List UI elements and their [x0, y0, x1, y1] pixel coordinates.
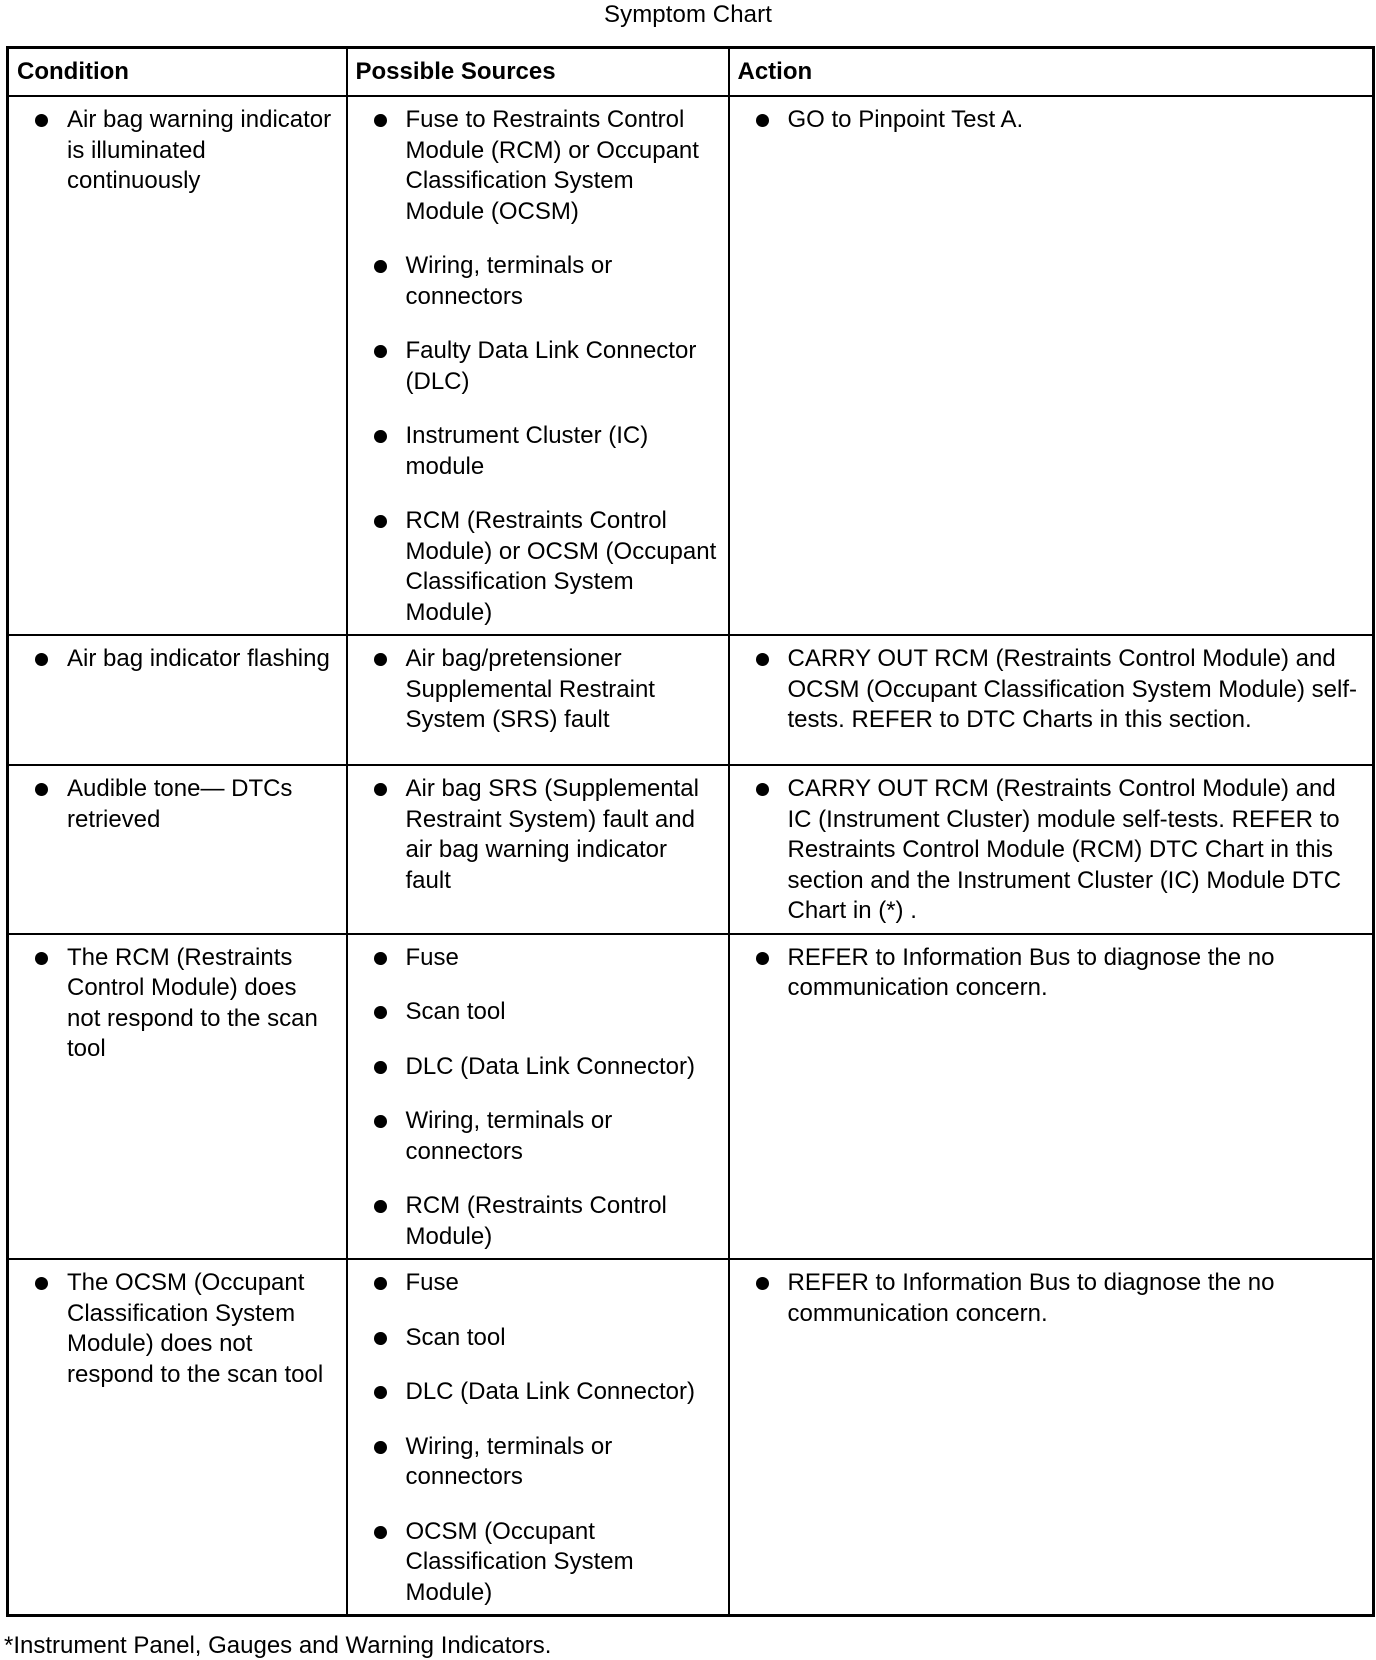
- list-item-text: The RCM (Restraints Control Module) does not respond to the scan tool: [67, 943, 318, 1062]
- bullet-icon: [374, 1061, 387, 1074]
- list-item: [730, 943, 1363, 1004]
- condition-cell: [8, 765, 347, 934]
- bullet-list: [348, 766, 728, 896]
- condition-cell: [8, 635, 347, 765]
- list-item: [348, 1323, 718, 1354]
- bullet-list: [730, 766, 1373, 927]
- bullet-icon: [756, 952, 769, 965]
- bullet-list: [9, 97, 346, 197]
- header-possible-sources: Possible Sources: [347, 48, 729, 97]
- list-item-text: Air bag indicator flashing: [67, 645, 330, 672]
- list-item: [348, 506, 718, 628]
- list-item: [348, 1191, 718, 1252]
- table-row: [8, 635, 1374, 765]
- bullet-list: [9, 636, 346, 675]
- table-row: [8, 934, 1374, 1260]
- list-item: [9, 644, 336, 675]
- list-item: [348, 644, 718, 736]
- footnote: *Instrument Panel, Gauges and Warning Indicators.: [4, 1632, 552, 1659]
- bullet-icon: [756, 114, 769, 127]
- bullet-list: [348, 97, 728, 628]
- bullet-icon: [374, 783, 387, 796]
- bullet-list: [730, 97, 1373, 136]
- list-item-text: DLC (Data Link Connector): [405, 1378, 695, 1405]
- list-item-text: RCM (Restraints Control Module): [405, 1192, 667, 1250]
- bullet-list: [348, 935, 728, 1253]
- list-item: [730, 1268, 1363, 1329]
- bullet-icon: [374, 1441, 387, 1454]
- table-row: [8, 765, 1374, 934]
- list-item: [348, 1268, 718, 1299]
- bullet-list: [9, 1260, 346, 1390]
- list-item: [348, 336, 718, 397]
- bullet-icon: [756, 1277, 769, 1290]
- list-item-text: Faulty Data Link Connector (DLC): [405, 337, 697, 395]
- list-item: [348, 105, 718, 227]
- bullet-icon: [374, 515, 387, 528]
- list-item-text: Wiring, terminals or connectors: [405, 1107, 613, 1165]
- list-item: [730, 644, 1363, 736]
- condition-cell: [8, 96, 347, 635]
- list-item-text: REFER to Information Bus to diagnose the no communication concern.: [787, 943, 1275, 1001]
- list-item-text: REFER to Information Bus to diagnose the no communication concern.: [787, 1269, 1275, 1327]
- bullet-icon: [374, 1277, 387, 1290]
- list-item: [348, 1377, 718, 1408]
- bullet-icon: [374, 260, 387, 273]
- list-item: [348, 943, 718, 974]
- header-condition: Condition: [8, 48, 347, 97]
- header-action: Action: [729, 48, 1374, 97]
- condition-cell: [8, 934, 347, 1260]
- list-item-text: CARRY OUT RCM (Restraints Control Module) and IC (Instrument Cluster) module self-tests. REFER to Restraints Control Module (RCM) DTC Chart in this section and the Instrument Cluster (IC) Module DTC Chart in (*) .: [787, 775, 1342, 924]
- list-item-text: DLC (Data Link Connector): [405, 1052, 695, 1080]
- bullet-icon: [35, 952, 48, 965]
- list-item-text: The OCSM (Occupant Classification System Module) does not respond to the scan tool: [67, 1269, 324, 1388]
- list-item: [348, 1432, 718, 1493]
- list-item-text: GO to Pinpoint Test A.: [787, 106, 1024, 133]
- list-item: [730, 105, 1363, 136]
- chart-body: [8, 96, 1374, 1616]
- list-item: [348, 1517, 718, 1609]
- list-item-text: Wiring, terminals or connectors: [405, 252, 613, 310]
- bullet-icon: [374, 952, 387, 965]
- list-item: [348, 997, 718, 1028]
- list-item: [348, 251, 718, 312]
- bullet-list: [348, 636, 728, 736]
- sources-cell: [347, 96, 729, 635]
- bullet-icon: [374, 1332, 387, 1345]
- bullet-icon: [374, 1386, 387, 1399]
- bullet-list: [348, 1260, 728, 1608]
- list-item: [9, 1268, 336, 1390]
- sources-cell: [347, 635, 729, 765]
- action-cell: [729, 934, 1374, 1260]
- symptom-chart-table: [6, 46, 1375, 1617]
- condition-cell: [8, 1259, 347, 1616]
- bullet-icon: [374, 430, 387, 443]
- list-item-text: Air bag SRS (Supplemental Restraint System) fault and air bag warning indicator fault: [405, 775, 699, 894]
- bullet-list: [730, 636, 1373, 736]
- chart-title: Symptom Chart: [603, 1, 772, 28]
- bullet-icon: [756, 653, 769, 666]
- bullet-list: [9, 766, 346, 835]
- bullet-icon: [374, 1006, 387, 1019]
- list-item-text: Scan tool: [405, 998, 506, 1025]
- list-item-text: Scan tool: [405, 1323, 506, 1351]
- action-cell: [729, 96, 1374, 635]
- bullet-icon: [35, 114, 48, 127]
- bullet-list: [730, 1260, 1373, 1329]
- bullet-icon: [374, 1115, 387, 1128]
- bullet-icon: [374, 1200, 387, 1213]
- bullet-list: [9, 935, 346, 1065]
- list-item: [348, 1106, 718, 1167]
- bullet-icon: [374, 653, 387, 666]
- list-item-text: Air bag warning indicator is illuminated continuously: [67, 106, 332, 194]
- table-row: [8, 96, 1374, 635]
- bullet-icon: [35, 653, 48, 666]
- list-item-text: Instrument Cluster (IC) module: [405, 422, 649, 480]
- sources-cell: [347, 934, 729, 1260]
- sources-cell: [347, 1259, 729, 1616]
- action-cell: [729, 765, 1374, 934]
- bullet-icon: [374, 114, 387, 127]
- list-item: [348, 774, 718, 896]
- bullet-icon: [374, 345, 387, 358]
- list-item-text: CARRY OUT RCM (Restraints Control Module) and OCSM (Occupant Classification System Module) self-tests. REFER to DTC Charts in this section.: [787, 645, 1358, 733]
- list-item: [730, 774, 1363, 927]
- list-item: [348, 1052, 718, 1083]
- list-item-text: Wiring, terminals or connectors: [405, 1432, 613, 1490]
- bullet-icon: [35, 783, 48, 796]
- list-item: [348, 421, 718, 482]
- bullet-icon: [35, 1277, 48, 1290]
- list-item-text: Air bag/pretensioner Supplemental Restraint System (SRS) fault: [405, 645, 655, 733]
- list-item-text: Audible tone— DTCs retrieved: [67, 775, 293, 833]
- sources-cell: [347, 765, 729, 934]
- bullet-list: [730, 935, 1373, 1004]
- action-cell: [729, 1259, 1374, 1616]
- list-item: [9, 774, 336, 835]
- list-item-text: Fuse: [405, 1269, 459, 1296]
- list-item-text: Fuse to Restraints Control Module (RCM) or Occupant Classification System Module (OCSM): [405, 106, 699, 225]
- list-item-text: RCM (Restraints Control Module) or OCSM (Occupant Classification System Module): [405, 507, 717, 626]
- list-item-text: OCSM (Occupant Classification System Module): [405, 1517, 634, 1606]
- list-item: [9, 105, 336, 197]
- table-row: [8, 1259, 1374, 1616]
- action-cell: [729, 635, 1374, 765]
- list-item: [9, 943, 336, 1065]
- header-row: [8, 48, 1374, 97]
- bullet-icon: [374, 1526, 387, 1539]
- bullet-icon: [756, 783, 769, 796]
- list-item-text: Fuse: [405, 943, 459, 971]
